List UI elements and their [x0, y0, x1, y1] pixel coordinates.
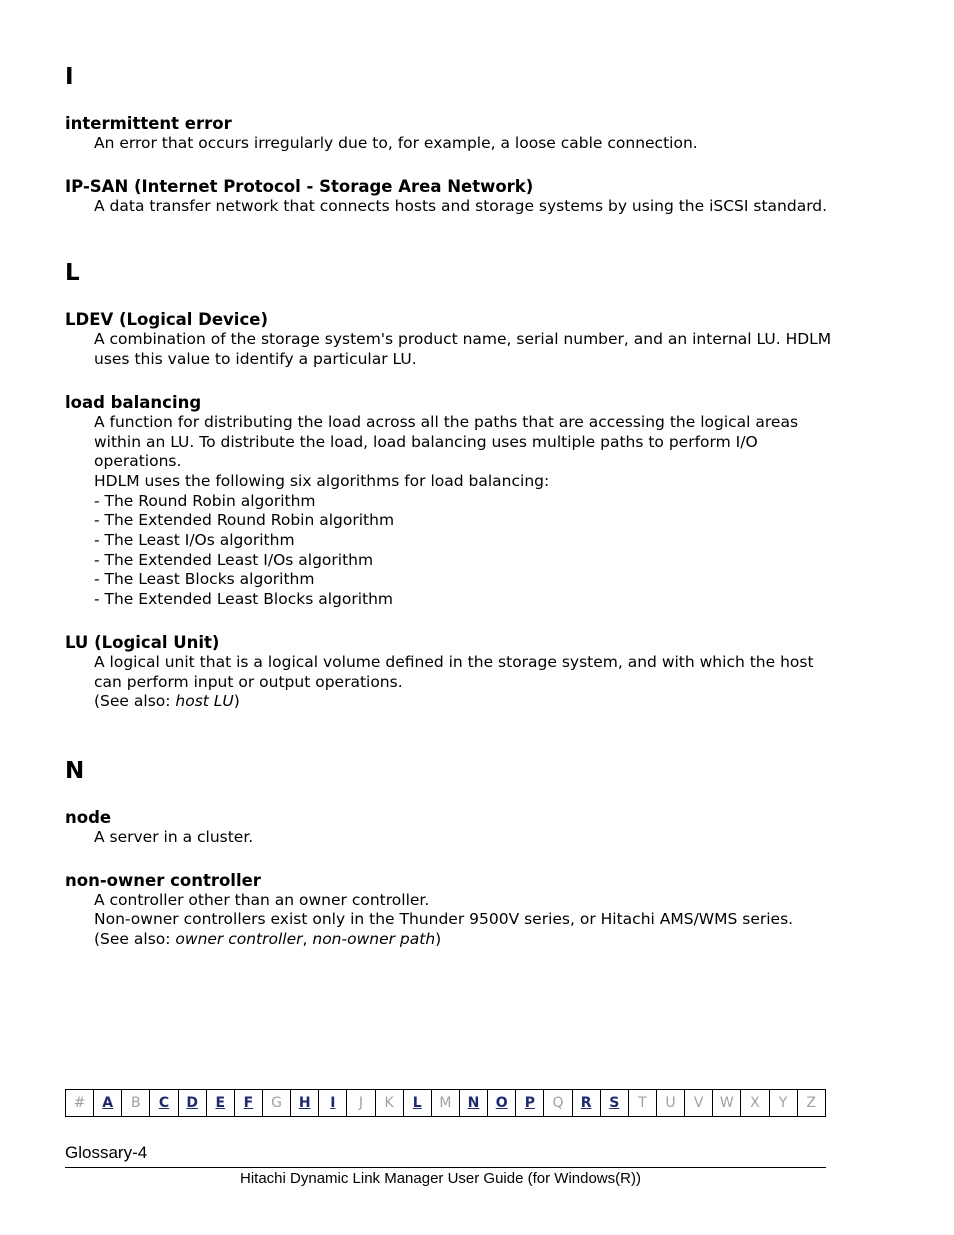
term-title: intermittent error — [65, 114, 232, 133]
definition-line: A controller other than an owner controller. — [94, 890, 430, 909]
letter-link-e[interactable]: E — [207, 1090, 235, 1116]
definition-line: A data transfer network that connects hosts and storage systems by using the iSCSI standard. — [94, 196, 828, 215]
letter-link-q: Q — [544, 1090, 572, 1116]
letter-link-d[interactable]: D — [179, 1090, 207, 1116]
glossary-term — [65, 871, 835, 950]
term-definition — [94, 413, 835, 610]
definition-line: - The Extended Least I/Os algorithm — [94, 550, 374, 569]
see-also-reference: host LU — [175, 692, 234, 711]
glossary-term — [65, 393, 835, 610]
term-title: load balancing — [65, 392, 202, 412]
letter-link-z: Z — [798, 1090, 826, 1116]
glossary-content — [65, 62, 835, 950]
letter-link-o[interactable]: O — [488, 1090, 516, 1116]
glossary-term — [65, 114, 835, 154]
letter-link-l[interactable]: L — [404, 1090, 432, 1116]
glossary-term — [65, 310, 835, 369]
definition-line: A combination of the storage system's product name, serial number, and an internal LU. HDLM uses this value to identify a particular LU. — [94, 330, 832, 369]
see-also-reference: non-owner path — [312, 930, 436, 949]
definition-line: HDLM uses the following six algorithms for load balancing: — [94, 471, 550, 490]
letter-link-a[interactable]: A — [94, 1090, 122, 1116]
letter-link-j: J — [347, 1090, 375, 1116]
glossary-term — [65, 808, 835, 848]
glossary-term — [65, 177, 835, 217]
letter-link-i[interactable]: I — [319, 1090, 347, 1116]
definition-line: - The Least Blocks algorithm — [94, 570, 315, 589]
letter-link-u: U — [657, 1090, 685, 1116]
term-title: node — [65, 807, 112, 827]
letter-link-f[interactable]: F — [235, 1090, 263, 1116]
letter-link-k: K — [376, 1090, 404, 1116]
letter-link-v: V — [685, 1090, 713, 1116]
see-also-reference: owner controller — [175, 930, 303, 949]
letter-link-c[interactable]: C — [150, 1090, 178, 1116]
definition-line: A logical unit that is a logical volume defined in the storage system, and with which the host can perform input or output operations. — [94, 652, 814, 691]
letter-link-x: X — [741, 1090, 769, 1116]
glossary-section-l — [65, 258, 835, 712]
term-definition — [94, 330, 835, 369]
letter-link-w: W — [713, 1090, 741, 1116]
letter-link-r[interactable]: R — [573, 1090, 601, 1116]
definition-line: - The Extended Least Blocks algorithm — [94, 590, 394, 609]
section-letter-heading: L — [65, 260, 80, 287]
letter-link-s[interactable]: S — [601, 1090, 629, 1116]
letter-link-b: B — [122, 1090, 150, 1116]
see-also-line: (See also: host LU) — [94, 692, 240, 711]
term-definition — [94, 134, 835, 154]
glossary-section-i — [65, 62, 835, 216]
definition-line: An error that occurs irregularly due to, for example, a loose cable connection. — [94, 134, 698, 152]
letter-link-p[interactable]: P — [516, 1090, 544, 1116]
term-definition — [94, 653, 835, 712]
footer-divider — [65, 1167, 826, 1168]
term-definition — [94, 828, 835, 848]
letter-link-t: T — [629, 1090, 657, 1116]
definition-line: A server in a cluster. — [94, 827, 254, 846]
see-also-line: (See also: owner controller, non-owner path) — [94, 930, 442, 949]
letter-link-hash: # — [66, 1090, 94, 1116]
letter-link-n[interactable]: N — [460, 1090, 488, 1116]
definition-line: Non-owner controllers exist only in the Thunder 9500V series, or Hitachi AMS/WMS series. — [94, 910, 794, 929]
term-title: IP-SAN (Internet Protocol - Storage Area Network) — [65, 176, 534, 196]
definition-line: A function for distributing the load across all the paths that are accessing the logical areas within an LU. To distribute the load, load balancing uses multiple paths to perform I/O operations. — [94, 412, 799, 471]
term-definition — [94, 197, 835, 217]
term-title: LDEV (Logical Device) — [65, 310, 268, 330]
definition-line: - The Least I/Os algorithm — [94, 531, 295, 550]
letter-index-bar — [65, 1089, 826, 1117]
letter-link-g: G — [263, 1090, 291, 1116]
term-title: LU (Logical Unit) — [65, 632, 220, 652]
letter-link-y: Y — [770, 1090, 798, 1116]
page-number: Glossary-4 — [65, 1143, 148, 1162]
section-letter-heading: N — [65, 757, 85, 784]
glossary-section-n — [65, 756, 835, 950]
letter-link-h[interactable]: H — [291, 1090, 319, 1116]
term-definition — [94, 891, 835, 950]
term-title: non-owner controller — [65, 870, 261, 890]
letter-link-m: M — [432, 1090, 460, 1116]
section-letter-heading: I — [65, 64, 74, 90]
definition-line: - The Extended Round Robin algorithm — [94, 511, 395, 530]
definition-line: - The Round Robin algorithm — [94, 491, 316, 510]
document-title: Hitachi Dynamic Link Manager User Guide (for Windows(R)) — [240, 1170, 641, 1187]
glossary-term — [65, 633, 835, 712]
